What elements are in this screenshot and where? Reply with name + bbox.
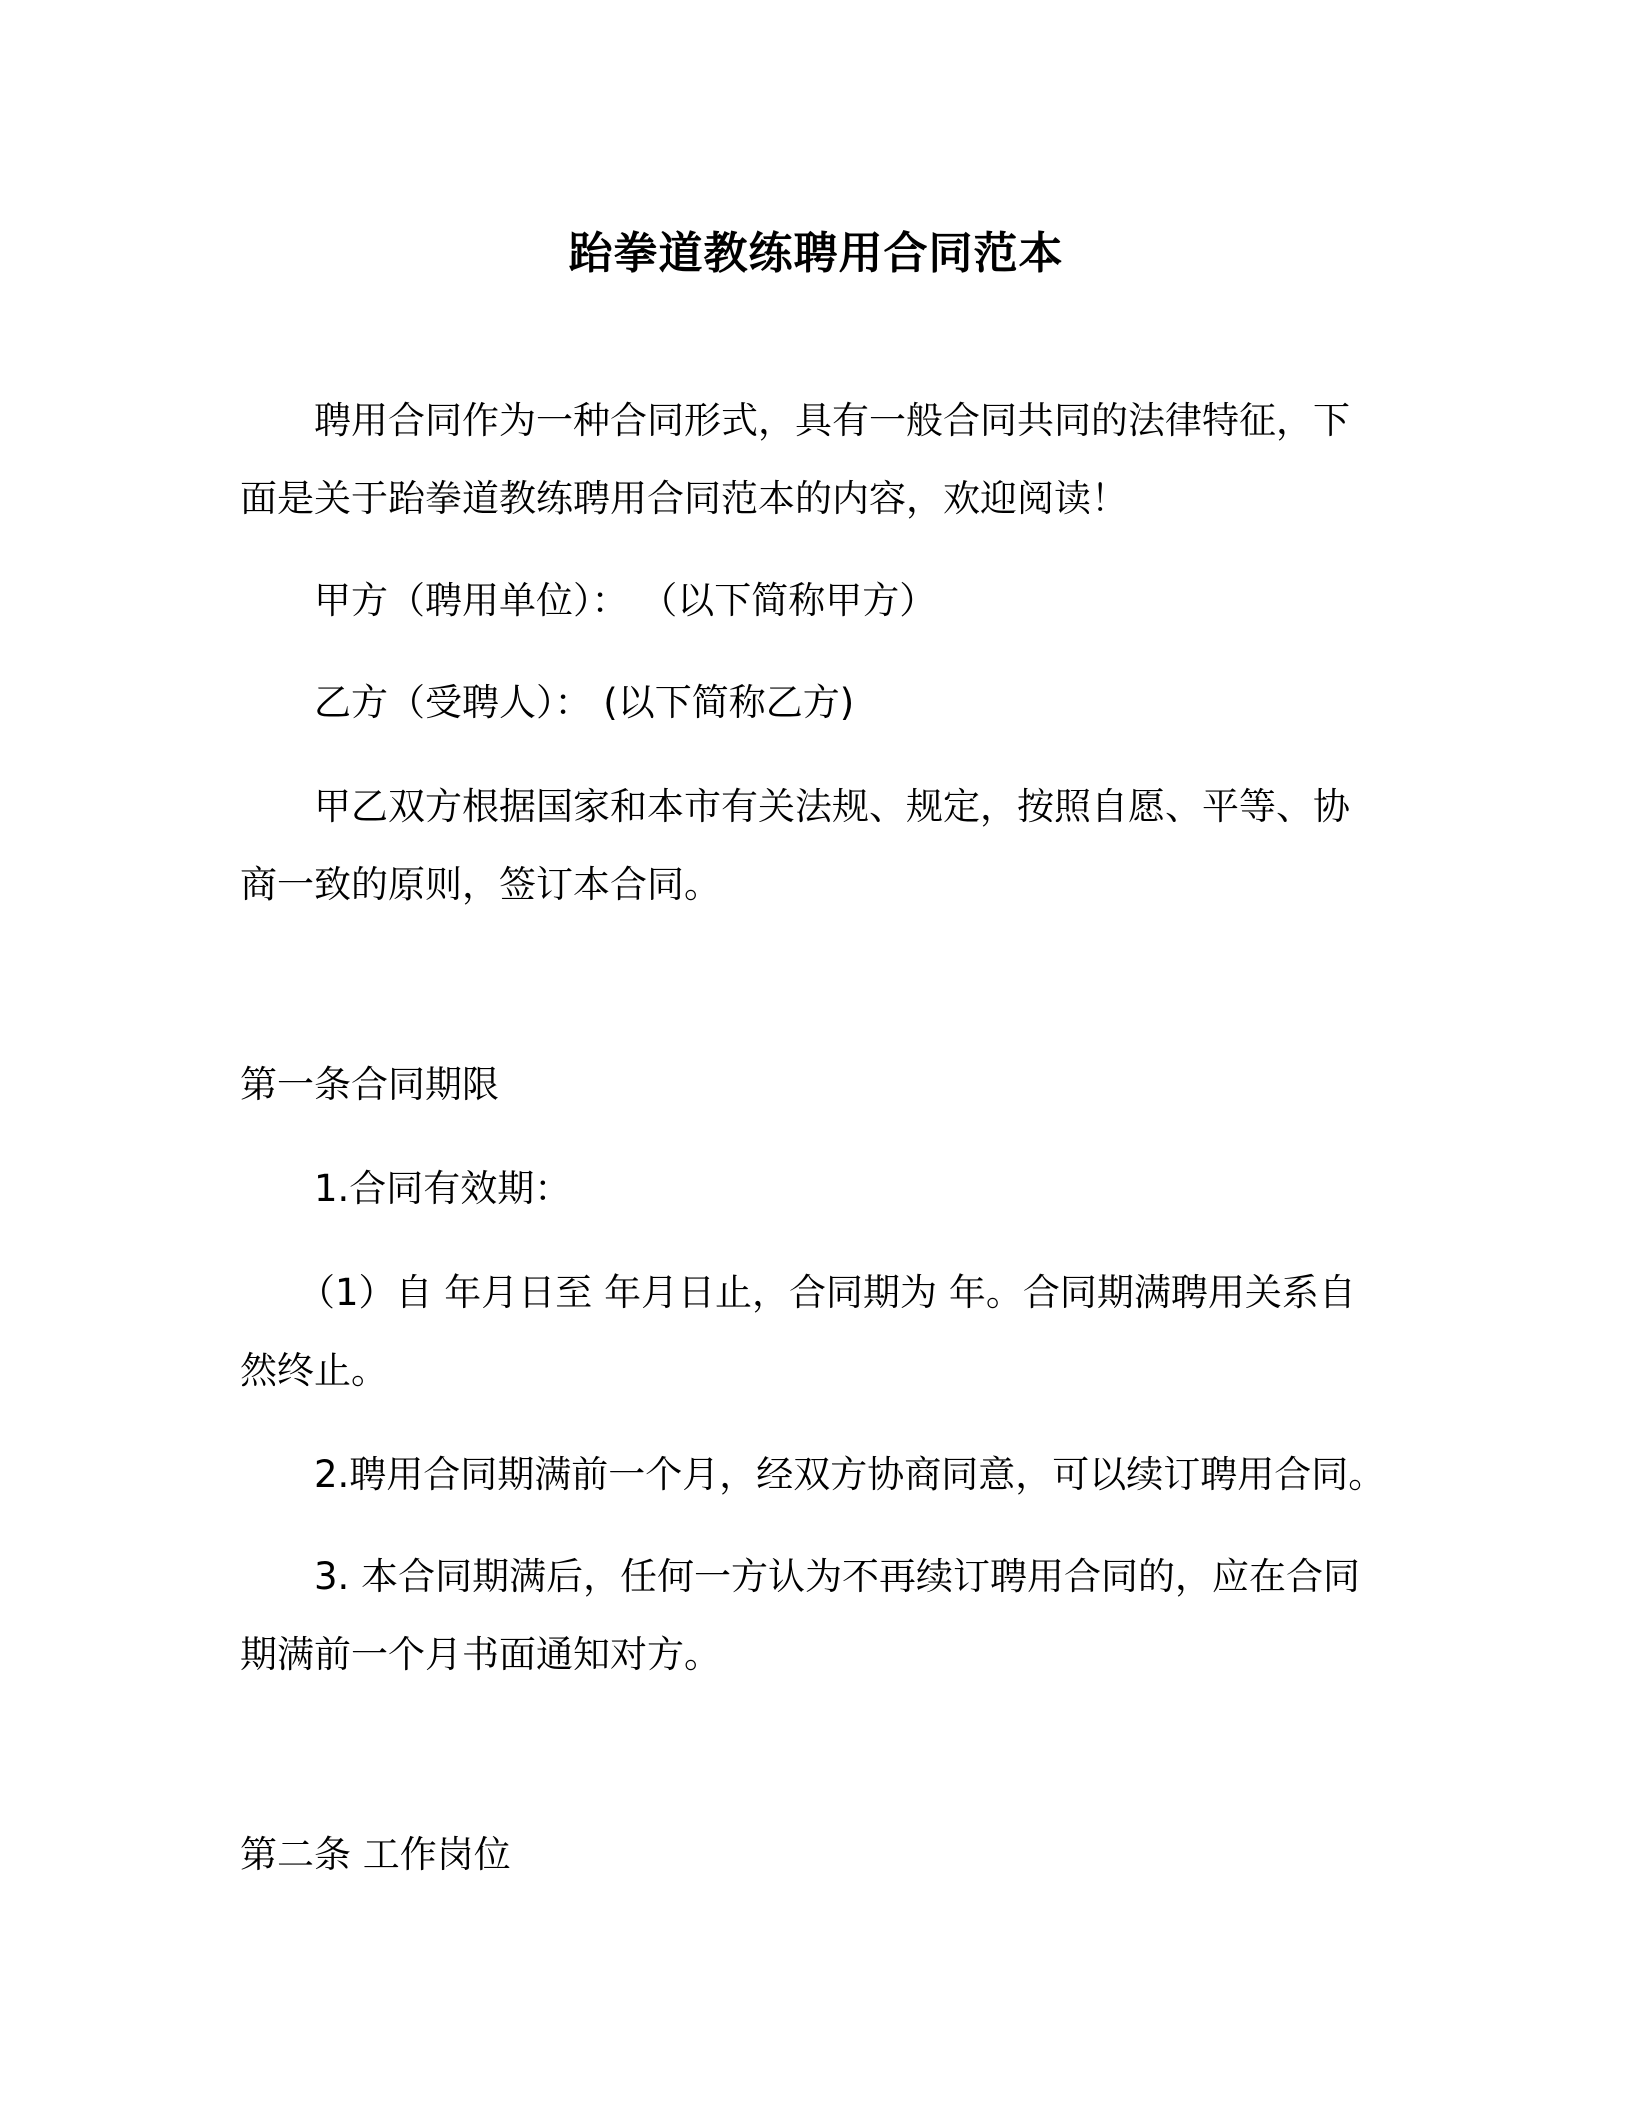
party-a-text: 甲方（聘用单位）： （以下简称甲方）: [314, 579, 937, 622]
intro-paragraph: [240, 382, 1360, 538]
party-b-paragraph: [240, 664, 1360, 742]
article-1-item-1-1-line-1: （1）自 年月日至 年月日止，合同期为 年。合同期满聘用关系自: [298, 1271, 1356, 1314]
article-1-item-2-text: 2.聘用合同期满前一个月，经双方协商同意，可以续订聘用合同。: [314, 1453, 1386, 1496]
article-1-item-2: [240, 1436, 1386, 1514]
article-1-item-1-1-line-2: 然终止。: [240, 1349, 388, 1392]
intro-line-2: 面是关于跆拳道教练聘用合同范本的内容，欢迎阅读！: [240, 477, 1128, 520]
party-b-text: 乙方（受聘人）： (以下简称乙方): [314, 681, 855, 724]
article-1-item-3-line-2: 期满前一个月书面通知对方。: [240, 1633, 721, 1676]
article-1-item-3-line-1: 3. 本合同期满后，任何一方认为不再续订聘用合同的，应在合同: [314, 1555, 1361, 1598]
document-title: 跆拳道教练聘用合同范本: [568, 228, 1064, 279]
article-1-item-1-text: 1.合同有效期：: [314, 1167, 572, 1210]
party-a-paragraph: [240, 562, 1360, 640]
article-1-item-3: [240, 1538, 1360, 1694]
intro-line-1: 聘用合同作为一种合同形式，具有一般合同共同的法律特征，下: [314, 399, 1350, 442]
article-1-heading: 第一条合同期限: [240, 1063, 499, 1106]
basis-paragraph: [240, 768, 1360, 924]
basis-line-1: 甲乙双方根据国家和本市有关法规、规定，按照自愿、平等、协: [314, 785, 1350, 828]
article-2-heading: 第二条 工作岗位: [240, 1833, 511, 1876]
article-1-item-1: [240, 1150, 1360, 1228]
basis-line-2: 商一致的原则，签订本合同。: [240, 863, 721, 906]
article-1-item-1-1: [240, 1254, 1360, 1410]
